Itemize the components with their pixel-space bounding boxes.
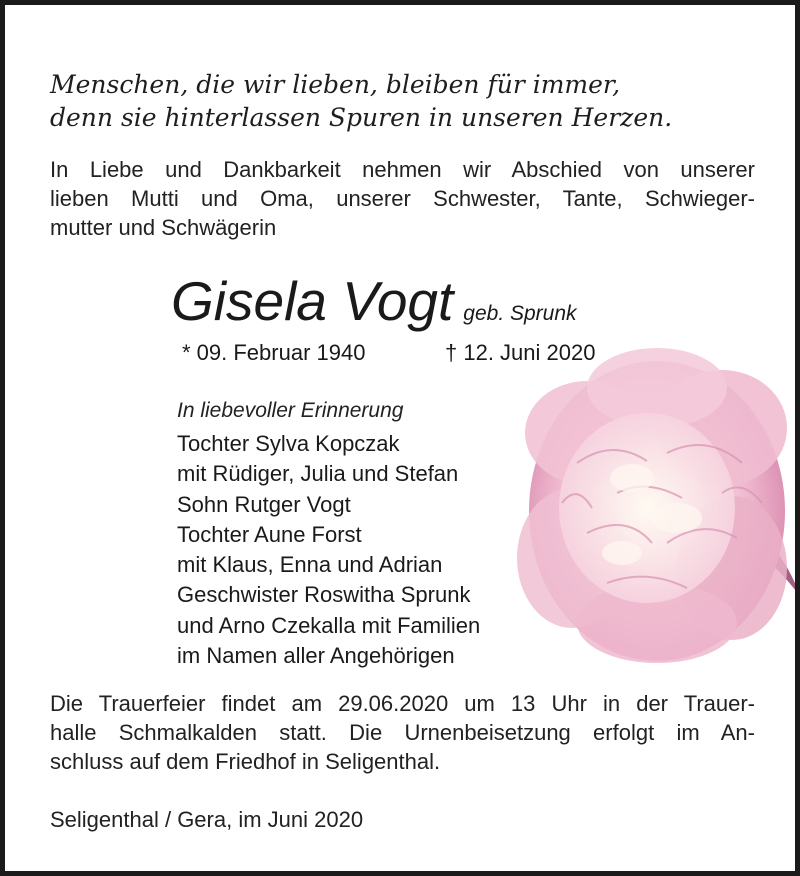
maiden-name: geb. Sprunk	[463, 302, 577, 325]
mourner-line: mit Klaus, Enna und Adrian	[177, 552, 443, 578]
mourner-line: und Arno Czekalla mit Familien	[177, 612, 481, 638]
deceased-name: Gisela Vogt	[171, 270, 454, 332]
place-location: Seligenthal / Gera	[50, 807, 227, 832]
ceremony-line-1: Die Trauerfeier findet am 29.06.2020 um 13 Uhr in der Trauer-	[50, 691, 755, 716]
mourner-line: Sohn Rutger Vogt	[177, 491, 351, 517]
quote-line-2: denn sie hinterlassen Spuren in unseren Herzen.	[50, 103, 673, 132]
intro-line-2: lieben Mutti und Oma, unserer Schwester, Tante, Schwieger-	[50, 186, 755, 211]
ceremony-text	[50, 689, 755, 776]
mourner-line: Geschwister Roswitha Sprunk	[177, 582, 471, 608]
place-and-date	[50, 806, 363, 834]
birth-date: * 09. Februar 1940	[182, 340, 366, 365]
ceremony-line-3: schluss auf dem Friedhof in Seligenthal.	[50, 749, 441, 774]
quote-line-1: Menschen, die wir lieben, bleiben für immer,	[50, 70, 621, 99]
intro-line-3: mutter und Schwägerin	[50, 215, 277, 240]
mourner-line: mit Rüdiger, Julia und Stefan	[177, 461, 459, 487]
deceased-name-line	[171, 270, 577, 332]
mourner-line: Tochter Sylva Kopczak	[177, 431, 400, 456]
memory-heading: In liebevoller Erinnerung	[177, 399, 404, 422]
intro-line-1: In Liebe und Dankbarkeit nehmen wir Abschied von unserer	[50, 157, 755, 182]
ceremony-line-2: halle Schmalkalden statt. Die Urnenbeisetzung erfolgt im An-	[50, 720, 755, 745]
peony-flower-image	[517, 343, 799, 668]
mourner-line: Tochter Aune Forst	[177, 521, 362, 547]
place-date: , im Juni 2020	[226, 807, 364, 832]
memorial-quote	[50, 68, 750, 134]
mourner-line: im Namen aller Angehörigen	[177, 643, 455, 669]
mourners-list	[177, 429, 480, 671]
death-date: † 12. Juni 2020	[445, 340, 596, 365]
intro-text	[50, 155, 755, 242]
